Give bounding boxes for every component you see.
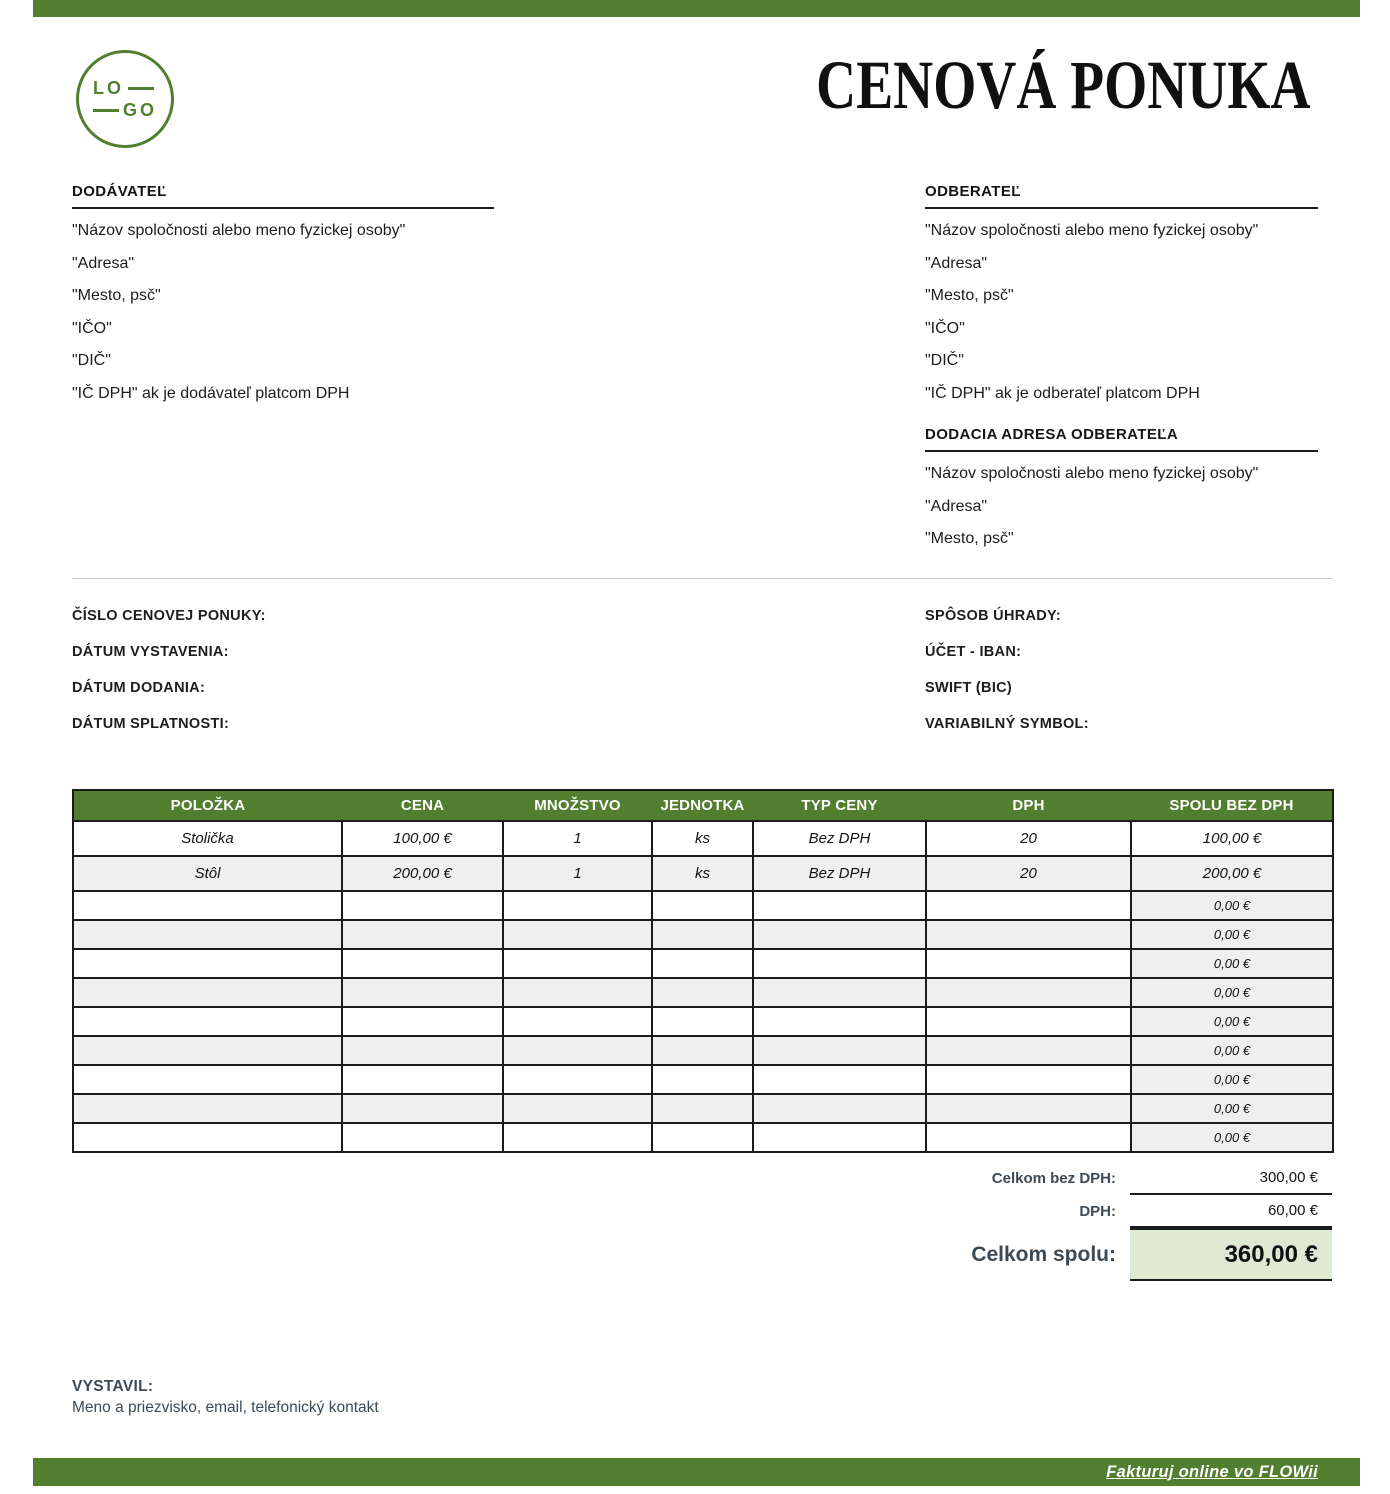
table-cell bbox=[342, 920, 503, 949]
grand-total-row bbox=[940, 1228, 1332, 1281]
quote-info-left bbox=[72, 598, 266, 742]
table-cell: 0,00 € bbox=[1131, 1123, 1333, 1152]
table-cell bbox=[652, 920, 753, 949]
table-cell bbox=[926, 1065, 1131, 1094]
payment-method-label: SPÔSOB ÚHRADY: bbox=[925, 608, 1062, 624]
variable-symbol-label: VARIABILNÝ SYMBOL: bbox=[925, 716, 1089, 732]
iban-label: ÚČET - IBAN: bbox=[925, 644, 1022, 660]
table-cell bbox=[926, 1123, 1131, 1152]
table-cell bbox=[342, 1036, 503, 1065]
delivery-line: "Mesto, psč" bbox=[925, 530, 1014, 547]
issued-by-section bbox=[72, 1378, 379, 1417]
delivery-address-section bbox=[925, 426, 1318, 556]
table-cell bbox=[73, 1094, 342, 1123]
table-cell bbox=[753, 1123, 926, 1152]
table-cell bbox=[652, 1036, 753, 1065]
column-header: DPH bbox=[926, 790, 1131, 821]
column-header: JEDNOTKA bbox=[652, 790, 753, 821]
table-cell: 1 bbox=[503, 821, 652, 856]
table-cell bbox=[342, 949, 503, 978]
grand-total-value: 360,00 € bbox=[1130, 1228, 1332, 1281]
quote-info-right bbox=[925, 598, 1089, 742]
supplier-line: "Názov spoločnosti alebo meno fyzickej osoby" bbox=[72, 222, 406, 239]
table-cell bbox=[926, 1007, 1131, 1036]
table-cell: 0,00 € bbox=[1131, 1036, 1333, 1065]
title-area bbox=[722, 48, 1311, 124]
table-cell bbox=[652, 891, 753, 920]
vat-value: 60,00 € bbox=[1130, 1195, 1332, 1228]
customer-line: "IČO" bbox=[925, 319, 965, 337]
section-divider bbox=[72, 578, 1332, 579]
table-cell bbox=[73, 1123, 342, 1152]
table-cell bbox=[342, 1007, 503, 1036]
table-cell: 200,00 € bbox=[1131, 856, 1333, 891]
table-cell bbox=[926, 920, 1131, 949]
column-header: POLOŽKA bbox=[73, 790, 342, 821]
table-row bbox=[73, 1123, 1333, 1152]
table-cell: 0,00 € bbox=[1131, 1007, 1333, 1036]
supplier-heading: DODÁVATEĽ bbox=[72, 183, 494, 209]
customer-section bbox=[925, 183, 1318, 410]
table-cell bbox=[73, 978, 342, 1007]
table-cell bbox=[342, 1065, 503, 1094]
table-cell: 20 bbox=[926, 821, 1131, 856]
customer-line: "DIČ" bbox=[925, 352, 964, 369]
table-cell bbox=[503, 978, 652, 1007]
customer-line: "Mesto, psč" bbox=[925, 287, 1014, 304]
totals-section bbox=[940, 1162, 1332, 1281]
supplier-line: "IČO" bbox=[72, 319, 112, 337]
table-cell: Stolička bbox=[73, 821, 342, 856]
quote-number-label: ČÍSLO CENOVEJ PONUKY: bbox=[72, 608, 266, 624]
table-row bbox=[73, 821, 1333, 856]
table-cell: ks bbox=[652, 856, 753, 891]
company-logo bbox=[76, 50, 174, 148]
table-cell bbox=[926, 1094, 1131, 1123]
table-cell: 0,00 € bbox=[1131, 1065, 1333, 1094]
table-cell bbox=[926, 949, 1131, 978]
delivery-address-heading: DODACIA ADRESA ODBERATEĽA bbox=[925, 426, 1318, 452]
logo-text-bottom: GO bbox=[122, 100, 157, 120]
table-cell bbox=[926, 978, 1131, 1007]
customer-line: "Názov spoločnosti alebo meno fyzickej osoby" bbox=[925, 222, 1259, 239]
table-row bbox=[73, 856, 1333, 891]
table-cell: ks bbox=[652, 821, 753, 856]
items-table bbox=[72, 789, 1334, 1153]
table-cell: Bez DPH bbox=[753, 856, 926, 891]
table-row bbox=[73, 1036, 1333, 1065]
table-cell bbox=[753, 1007, 926, 1036]
table-cell: 1 bbox=[503, 856, 652, 891]
customer-line: "IČ DPH" ak je odberateľ platcom DPH bbox=[925, 384, 1200, 402]
table-cell bbox=[753, 1065, 926, 1094]
table-cell: 0,00 € bbox=[1131, 1094, 1333, 1123]
table-cell bbox=[342, 1123, 503, 1152]
table-cell bbox=[926, 891, 1131, 920]
table-cell bbox=[753, 891, 926, 920]
table-cell bbox=[652, 978, 753, 1007]
items-table-body bbox=[73, 821, 1333, 1152]
table-cell bbox=[753, 1036, 926, 1065]
table-cell: 100,00 € bbox=[1131, 821, 1333, 856]
table-cell bbox=[652, 1065, 753, 1094]
delivery-line: "Adresa" bbox=[925, 497, 988, 515]
logo-placeholder-text bbox=[93, 79, 157, 119]
customer-line: "Adresa" bbox=[925, 254, 988, 272]
delivery-date-label: DÁTUM DODANIA: bbox=[72, 680, 206, 696]
table-cell bbox=[503, 1065, 652, 1094]
table-cell: 0,00 € bbox=[1131, 920, 1333, 949]
table-cell bbox=[73, 1007, 342, 1036]
supplier-line: "IČ DPH" ak je dodávateľ platcom DPH bbox=[72, 384, 350, 402]
subtotal-row bbox=[940, 1162, 1332, 1195]
table-cell bbox=[503, 1036, 652, 1065]
table-cell bbox=[503, 1094, 652, 1123]
table-cell bbox=[926, 1036, 1131, 1065]
logo-line-bottom bbox=[93, 109, 119, 112]
table-cell bbox=[73, 949, 342, 978]
delivery-line: "Názov spoločnosti alebo meno fyzickej osoby" bbox=[925, 465, 1259, 482]
table-cell: 0,00 € bbox=[1131, 949, 1333, 978]
table-cell bbox=[753, 978, 926, 1007]
due-date-label: DÁTUM SPLATNOSTI: bbox=[72, 716, 230, 732]
supplier-line: "Mesto, psč" bbox=[72, 287, 161, 304]
flowii-link[interactable]: Fakturuj online vo FLOWii bbox=[1106, 1462, 1318, 1481]
column-header: SPOLU BEZ DPH bbox=[1131, 790, 1333, 821]
table-cell bbox=[503, 891, 652, 920]
bottom-accent-bar bbox=[33, 1458, 1360, 1486]
items-table-header bbox=[73, 790, 1333, 821]
document-title: CENOVÁ PONUKA bbox=[815, 47, 1310, 124]
table-cell bbox=[652, 1094, 753, 1123]
swift-label: SWIFT (BIC) bbox=[925, 680, 1013, 696]
table-cell: 100,00 € bbox=[342, 821, 503, 856]
table-cell: 0,00 € bbox=[1131, 891, 1333, 920]
table-row bbox=[73, 978, 1333, 1007]
table-cell bbox=[342, 978, 503, 1007]
table-cell: 20 bbox=[926, 856, 1131, 891]
table-cell bbox=[652, 1007, 753, 1036]
table-cell bbox=[73, 920, 342, 949]
column-header: MNOŽSTVO bbox=[503, 790, 652, 821]
supplier-line: "DIČ" bbox=[72, 352, 111, 369]
grand-total-label: Celkom spolu: bbox=[971, 1242, 1116, 1266]
supplier-line: "Adresa" bbox=[72, 254, 135, 272]
top-accent-bar bbox=[33, 0, 1360, 17]
customer-heading: ODBERATEĽ bbox=[925, 183, 1318, 209]
table-cell bbox=[503, 1007, 652, 1036]
vat-row bbox=[940, 1195, 1332, 1228]
table-cell: Stôl bbox=[73, 856, 342, 891]
column-header: TYP CENY bbox=[753, 790, 926, 821]
table-row bbox=[73, 920, 1333, 949]
table-cell: 0,00 € bbox=[1131, 978, 1333, 1007]
table-cell bbox=[652, 949, 753, 978]
table-cell bbox=[73, 1065, 342, 1094]
table-cell bbox=[753, 1094, 926, 1123]
table-row bbox=[73, 891, 1333, 920]
supplier-section bbox=[72, 183, 494, 410]
issued-by-text: Meno a priezvisko, email, telefonický kontakt bbox=[72, 1399, 379, 1416]
table-cell bbox=[753, 920, 926, 949]
subtotal-label: Celkom bez DPH: bbox=[991, 1170, 1116, 1187]
issued-by-heading: VYSTAVIL: bbox=[72, 1378, 154, 1395]
table-cell bbox=[73, 891, 342, 920]
vat-label: DPH: bbox=[1079, 1203, 1116, 1220]
table-cell bbox=[652, 1123, 753, 1152]
subtotal-value: 300,00 € bbox=[1130, 1162, 1332, 1195]
table-cell: 200,00 € bbox=[342, 856, 503, 891]
table-cell bbox=[503, 1123, 652, 1152]
table-row bbox=[73, 1094, 1333, 1123]
issue-date-label: DÁTUM VYSTAVENIA: bbox=[72, 644, 229, 660]
logo-line-top bbox=[128, 87, 154, 90]
table-cell bbox=[753, 949, 926, 978]
table-cell bbox=[503, 949, 652, 978]
logo-text-top: LO bbox=[92, 78, 124, 98]
table-cell bbox=[342, 891, 503, 920]
table-cell: Bez DPH bbox=[753, 821, 926, 856]
column-header: CENA bbox=[342, 790, 503, 821]
table-cell bbox=[503, 920, 652, 949]
table-row bbox=[73, 949, 1333, 978]
table-row bbox=[73, 1007, 1333, 1036]
table-row bbox=[73, 1065, 1333, 1094]
table-cell bbox=[342, 1094, 503, 1123]
table-cell bbox=[73, 1036, 342, 1065]
